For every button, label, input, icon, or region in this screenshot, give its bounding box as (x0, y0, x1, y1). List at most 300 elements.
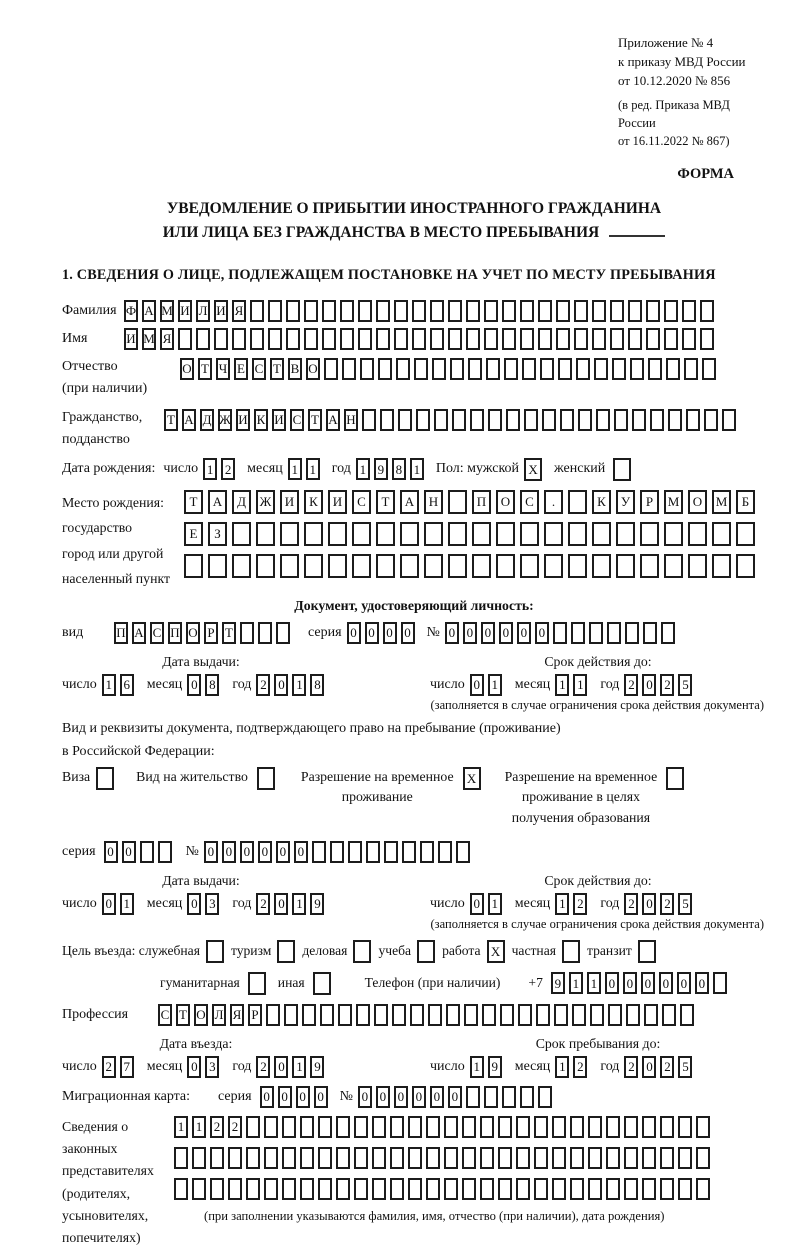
form-cell: 2 (624, 674, 638, 696)
form-cell (496, 522, 515, 546)
form-cell (322, 300, 336, 322)
birth-place-cells-row1 (184, 490, 760, 514)
sex-male-checkbox (524, 458, 542, 481)
doc-type-row (62, 622, 766, 644)
form-cell (642, 1178, 656, 1200)
visa-option (62, 767, 114, 790)
form-cell (444, 1147, 458, 1169)
form-cell (646, 328, 660, 350)
form-cell: Р (640, 490, 659, 514)
form-cell: 0 (222, 841, 236, 863)
form-cell: 0 (470, 893, 484, 915)
form-cell (540, 358, 554, 380)
form-cell (264, 1178, 278, 1200)
form-cell: 3 (205, 1056, 219, 1078)
form-cell: 0 (358, 1086, 372, 1108)
form-cell: 8 (392, 458, 406, 480)
form-cell (376, 300, 390, 322)
form-cell (688, 522, 707, 546)
form-cell (642, 1116, 656, 1138)
form-cell (300, 1178, 314, 1200)
form-cell (592, 328, 606, 350)
entry-month-cells (187, 1056, 223, 1078)
form-cell (250, 300, 264, 322)
form-cell (328, 522, 347, 546)
form-cell: Н (344, 409, 358, 431)
form-cell: П (114, 622, 128, 644)
form-cell (376, 328, 390, 350)
form-cell (534, 1147, 548, 1169)
form-cell (96, 767, 114, 790)
form-cell (678, 1116, 692, 1138)
form-cell: 1 (203, 458, 217, 480)
form-cell (282, 1116, 296, 1138)
form-cell (608, 1004, 622, 1026)
birth-place-label: Место рождения: государство город или другой населенный пункт (62, 494, 171, 587)
issue1-month-cells (187, 674, 223, 696)
form-cell: 3 (205, 893, 219, 915)
form-cell: 1 (569, 972, 583, 994)
form-cell (356, 1004, 370, 1026)
form-cell (736, 554, 755, 578)
form-cell (420, 841, 434, 863)
profession-label: Профессия (62, 1006, 129, 1022)
form-cell: 2 (256, 893, 270, 915)
form-cell: 0 (187, 1056, 201, 1078)
form-cell: О (496, 490, 515, 514)
form-cell: 2 (210, 1116, 224, 1138)
form-cell (384, 841, 398, 863)
form-cell: 0 (104, 841, 118, 863)
form-cell: Т (270, 358, 284, 380)
form-cell (534, 1178, 548, 1200)
form-cell: Д (232, 490, 251, 514)
form-cell: 0 (463, 622, 477, 644)
form-cell (353, 940, 371, 963)
form-cell (630, 358, 644, 380)
form-cell: 1 (573, 674, 587, 696)
form-cell (396, 358, 410, 380)
form-cell (304, 522, 323, 546)
form-cell (158, 841, 172, 863)
form-cell (640, 554, 659, 578)
purpose-private-label: частная (511, 943, 556, 959)
form-cell: 5 (678, 674, 692, 696)
purpose-tourism-checkbox (277, 940, 295, 963)
form-cell (504, 358, 518, 380)
form-cell: О (194, 1004, 208, 1026)
form-cell (642, 1147, 656, 1169)
form-cell (228, 1178, 242, 1200)
form-cell (448, 300, 462, 322)
reps-cells-row2 (174, 1147, 714, 1169)
rvp-edu-label: Разрешение на временное проживание в целях получения образования (504, 768, 658, 825)
form-cell: Е (184, 522, 203, 546)
form-cell: X (463, 767, 481, 790)
form-cell: Е (234, 358, 248, 380)
issue1-day-cells (102, 674, 138, 696)
form-cell (700, 300, 714, 322)
form-cell: 1 (306, 458, 320, 480)
form-cell (570, 1116, 584, 1138)
rvp-checkbox (463, 767, 481, 790)
form-cell (498, 1116, 512, 1138)
entry-date-row: число 2 7 месяц 0 3 год 2 0 1 9 (62, 1056, 430, 1078)
form-cell: 0 (642, 1056, 656, 1078)
form-cell (610, 328, 624, 350)
form-cell (264, 1116, 278, 1138)
form-cell (410, 1004, 424, 1026)
form-cell (318, 1178, 332, 1200)
form-cell (660, 1178, 674, 1200)
form-cell: 9 (310, 1056, 324, 1078)
form-cell (498, 1178, 512, 1200)
form-cell: Т (376, 490, 395, 514)
form-cell: 1 (192, 1116, 206, 1138)
form-cell (313, 972, 331, 995)
form-cell: Р (204, 622, 218, 644)
form-cell (502, 1086, 516, 1108)
form-cell (480, 1178, 494, 1200)
doc-issue-date-row: число 1 6 месяц 0 8 год 2 0 1 8 (62, 674, 430, 696)
form-cell (666, 358, 680, 380)
stay-until-header: Срок пребывания до: (535, 1035, 661, 1051)
form-cell: 1 (292, 893, 306, 915)
form-cell (664, 554, 683, 578)
form-cell: 0 (448, 1086, 462, 1108)
sex-female-checkbox (613, 458, 631, 481)
form-cell (430, 300, 444, 322)
form-cell (624, 1147, 638, 1169)
representatives-block (62, 1116, 766, 1250)
form-cell (174, 1147, 188, 1169)
form-cell (606, 1116, 620, 1138)
form-cell (562, 940, 580, 963)
form-cell (632, 409, 646, 431)
form-cell (590, 1004, 604, 1026)
form-cell (588, 1147, 602, 1169)
form-cell: 0 (314, 1086, 328, 1108)
form-cell (648, 358, 662, 380)
form-cell: 0 (278, 1086, 292, 1108)
form-cell (374, 1004, 388, 1026)
form-cell (358, 300, 372, 322)
stay-year-cells (624, 1056, 696, 1078)
form-cell: И (280, 490, 299, 514)
form-cell: X (487, 940, 505, 963)
form-cell (696, 1178, 710, 1200)
doc-seriya-cells (347, 622, 419, 644)
purpose-work-checkbox (487, 940, 505, 963)
form-cell (524, 409, 538, 431)
form-cell (286, 328, 300, 350)
form-cell (206, 940, 224, 963)
purpose-humanitarian-checkbox (248, 972, 266, 995)
form-cell (336, 1178, 350, 1200)
form-cell: Я (232, 300, 246, 322)
purpose-other-checkbox (313, 972, 331, 995)
section1-heading: 1. СВЕДЕНИЯ О ЛИЦЕ, ПОДЛЕЖАЩЕМ ПОСТАНОВКЕ НА УЧЕТ ПО МЕСТУ ПРЕБЫВАНИЯ (62, 266, 716, 283)
form-cell: . (544, 490, 563, 514)
form-cell: М (664, 490, 683, 514)
form-cell (448, 328, 462, 350)
form-cell (592, 554, 611, 578)
form-cell (638, 940, 656, 963)
form-cell (348, 841, 362, 863)
form-cell (430, 328, 444, 350)
form-cell (688, 554, 707, 578)
annex-line: к приказу МВД России (618, 53, 746, 69)
form-cell: 0 (240, 841, 254, 863)
form-cell (568, 522, 587, 546)
form-cell (468, 358, 482, 380)
form-cell (394, 328, 408, 350)
form-cell (424, 554, 443, 578)
form-cell: А (208, 490, 227, 514)
form-cell: 2 (660, 893, 674, 915)
form-cell (592, 522, 611, 546)
form-cell: 0 (296, 1086, 310, 1108)
form-cell (448, 490, 467, 514)
form-cell (358, 328, 372, 350)
form-cell: 1 (488, 674, 502, 696)
form-cell: 2 (256, 674, 270, 696)
form-cell (304, 554, 323, 578)
form-cell (700, 328, 714, 350)
form-cell (338, 1004, 352, 1026)
form-cell: Т (308, 409, 322, 431)
form-cell: 0 (376, 1086, 390, 1108)
form-cell (428, 1004, 442, 1026)
form-cell: 0 (641, 972, 655, 994)
form-cell (538, 300, 552, 322)
form-cell: 1 (488, 893, 502, 915)
form-cell: Т (184, 490, 203, 514)
migration-card-row (62, 1086, 766, 1108)
form-cell (588, 1116, 602, 1138)
profession-cells (158, 1004, 698, 1026)
form-cell (320, 1004, 334, 1026)
form-cell (554, 1004, 568, 1026)
form-cell: 9 (488, 1056, 502, 1078)
form-cell (616, 522, 635, 546)
form-cell: И (272, 409, 286, 431)
phone-label: Телефон (при наличии) (364, 975, 501, 991)
form-cell (626, 1004, 640, 1026)
form-cell (214, 328, 228, 350)
vnzh-checkbox (257, 767, 275, 790)
form-cell: С (252, 358, 266, 380)
form-cell (464, 1004, 478, 1026)
form-cell (354, 1116, 368, 1138)
phone-row (62, 972, 766, 995)
purpose-private-checkbox (562, 940, 580, 963)
form-cell: А (326, 409, 340, 431)
patronymic-cells (180, 358, 720, 401)
purpose-humanitarian-label: гуманитарная (160, 975, 240, 991)
valid1-day-cells (470, 674, 506, 696)
form-cell: 0 (383, 622, 397, 644)
form-cell (318, 1147, 332, 1169)
form-cell (500, 1004, 514, 1026)
form-cell (660, 1116, 674, 1138)
purpose-official-checkbox (206, 940, 224, 963)
form-cell (304, 328, 318, 350)
form-cell (426, 1178, 440, 1200)
rekvizity-line1: Вид и реквизиты документа, подтверждающего право на пребывание (проживание) (62, 720, 561, 736)
form-cell: Д (200, 409, 214, 431)
form-cell: И (236, 409, 250, 431)
form-cell (304, 300, 318, 322)
form-cell (412, 300, 426, 322)
entry-year-cells (256, 1056, 328, 1078)
form-cell: 2 (228, 1116, 242, 1138)
form-cell (438, 841, 452, 863)
form-cell: Т (164, 409, 178, 431)
annex-note (618, 34, 766, 150)
form-cell (466, 1086, 480, 1108)
form-cell (484, 300, 498, 322)
forma-label: ФОРМА (677, 165, 734, 182)
form-cell (713, 972, 727, 994)
form-cell (452, 409, 466, 431)
form-cell (678, 1178, 692, 1200)
form-cell (466, 300, 480, 322)
form-cell (178, 328, 192, 350)
form-cell (614, 409, 628, 431)
valid2-month-cells (555, 893, 591, 915)
form-cell (360, 358, 374, 380)
form-cell (340, 328, 354, 350)
form-cell (266, 1004, 280, 1026)
form-cell (248, 972, 266, 995)
permit-nomer-cells (204, 841, 474, 863)
form-cell: Л (212, 1004, 226, 1026)
form-cell (556, 328, 570, 350)
form-cell (520, 1086, 534, 1108)
form-cell: 2 (256, 1056, 270, 1078)
form-cell (232, 522, 251, 546)
form-cell (520, 522, 539, 546)
form-cell (502, 300, 516, 322)
form-cell (640, 522, 659, 546)
form-cell (322, 328, 336, 350)
form-cell: 9 (374, 458, 388, 480)
name-label: Имя (62, 330, 88, 346)
form-cell: О (306, 358, 320, 380)
form-cell (516, 1178, 530, 1200)
form-cell (544, 522, 563, 546)
form-cell (606, 1147, 620, 1169)
form-cell (250, 328, 264, 350)
form-cell: Ж (256, 490, 275, 514)
mig-nomer-label: № (339, 1088, 353, 1104)
form-cell (520, 554, 539, 578)
birth-year-cells (356, 458, 428, 480)
form-cell: 2 (102, 1056, 116, 1078)
form-cell (354, 1147, 368, 1169)
form-cell (352, 522, 371, 546)
form-cell: К (254, 409, 268, 431)
form-cell (424, 522, 443, 546)
patronymic-label: Отчество (при наличии) (62, 358, 148, 397)
form-cell: И (214, 300, 228, 322)
form-cell: К (592, 490, 611, 514)
form-cell (678, 1147, 692, 1169)
form-cell (282, 1178, 296, 1200)
form-cell: С (290, 409, 304, 431)
form-cell (628, 328, 642, 350)
form-cell: 0 (204, 841, 218, 863)
form-cell (518, 1004, 532, 1026)
form-cell (378, 358, 392, 380)
purpose-study-label: учеба (378, 943, 412, 959)
reps-cells-row3 (174, 1178, 714, 1200)
surname-row (62, 300, 766, 322)
doc-nomer-label: № (426, 624, 440, 640)
form-cell: З (208, 522, 227, 546)
form-cell: О (186, 622, 200, 644)
form-cell (628, 300, 642, 322)
form-cell: X (524, 458, 542, 481)
valid1-year-cells (624, 674, 696, 696)
form-cell (258, 622, 272, 644)
form-cell (402, 841, 416, 863)
form-cell: 1 (102, 674, 116, 696)
form-cell (228, 1147, 242, 1169)
form-cell (196, 328, 210, 350)
form-cell (472, 554, 491, 578)
form-cell (570, 1147, 584, 1169)
birth-day-cells (203, 458, 239, 480)
form-cell (558, 358, 572, 380)
name-cells (124, 328, 718, 350)
purpose-other-label: иная (277, 975, 305, 991)
form-cell (256, 554, 275, 578)
entry-day-cells (102, 1056, 138, 1078)
form-cell: 0 (642, 674, 656, 696)
form-cell (376, 522, 395, 546)
form-cell (486, 358, 500, 380)
form-cell (576, 358, 590, 380)
birth-place-cells-row2 (184, 522, 760, 546)
form-cell: Ф (124, 300, 138, 322)
form-cell: 0 (695, 972, 709, 994)
form-cell (328, 554, 347, 578)
form-cell: 5 (678, 1056, 692, 1078)
representatives-note: (при заполнении указываются фамилия, имя, отчество (при наличии), дата рождения) (204, 1208, 665, 1223)
form-cell: 0 (274, 674, 288, 696)
form-cell: 0 (274, 893, 288, 915)
form-cell (696, 1147, 710, 1169)
form-cell (408, 1147, 422, 1169)
form-cell (444, 1116, 458, 1138)
form-cell: 1 (174, 1116, 188, 1138)
name-row (62, 328, 766, 350)
form-cell (400, 522, 419, 546)
form-cell (588, 1178, 602, 1200)
form-cell (516, 1116, 530, 1138)
valid2-day-cells (470, 893, 506, 915)
phone-prefix: +7 (528, 975, 543, 991)
doc-nomer-cells (445, 622, 679, 644)
form-cell (462, 1116, 476, 1138)
form-cell: У (616, 490, 635, 514)
doc-vid-cells (114, 622, 294, 644)
form-cell (520, 300, 534, 322)
form-cell (556, 300, 570, 322)
form-cell (448, 554, 467, 578)
